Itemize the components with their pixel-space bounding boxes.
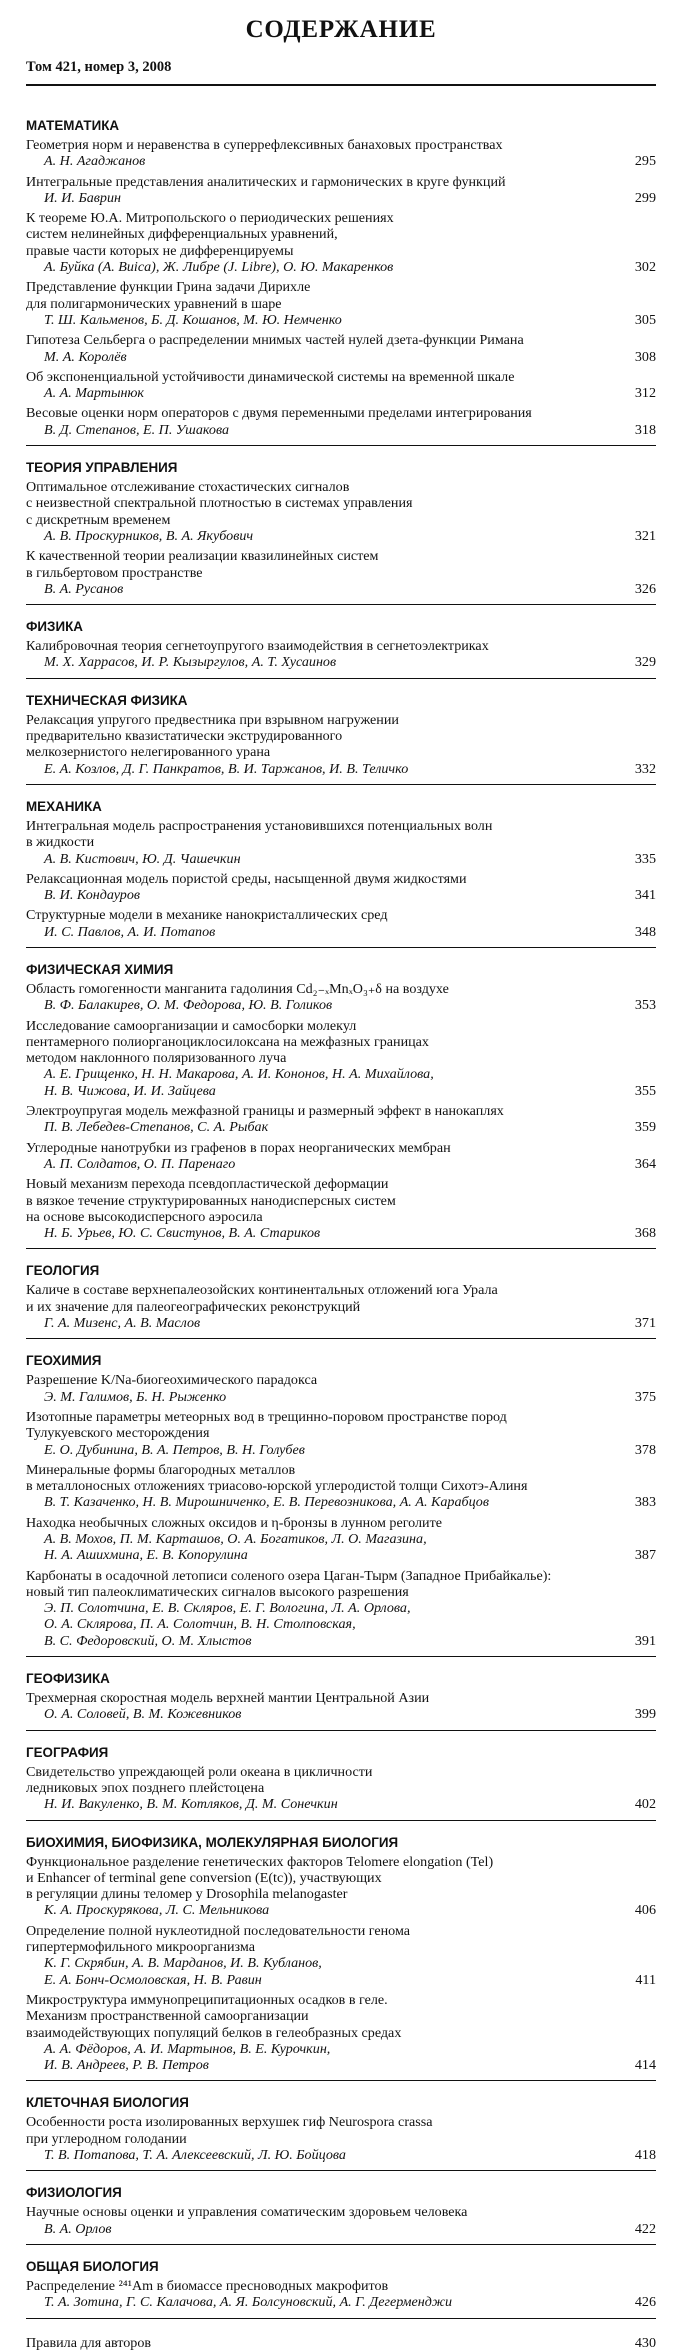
article-authors: М. А. Королёв [44, 348, 127, 365]
article-authors: Т. А. Зотина, Г. С. Калачова, А. Я. Болсуновский, А. Г. Дегерменджи [44, 2294, 453, 2311]
page-number: 335 [634, 850, 656, 867]
page-number: 426 [634, 2294, 656, 2311]
article-title: Определение полной нуклеотидной последовательности генома гипертермофильного микроорганизма [26, 1922, 411, 1956]
page-number: 411 [635, 1971, 656, 1988]
article-title: Об экспоненциальной устойчивости динамической системы на временной шкале [26, 368, 515, 385]
article-authors: Т. В. Потапова, Т. А. Алексеевский, Л. Ю. Бойцова [44, 2147, 346, 2164]
page-number: 299 [634, 189, 656, 206]
toc-entry[interactable] [26, 405, 656, 438]
section-title: ФИЗИЧЕСКАЯ ХИМИЯ [26, 961, 174, 977]
article-title: Релаксация упругого предвестника при взрывном нагружении предварительно квазистатически экструдированного мелкозернистого нелегированного урана [26, 711, 399, 761]
article-authors: А. Н. Агаджанов [44, 153, 146, 170]
section-title: ГЕОХИМИЯ [26, 1353, 102, 1369]
page-number: 402 [634, 1796, 656, 1813]
toc-entry[interactable] [26, 1515, 656, 1564]
section-title: ГЕОЛОГИЯ [26, 1263, 100, 1279]
article-title: Структурные модели в механике нанокристаллических сред [26, 907, 388, 924]
page-number: 378 [634, 1441, 656, 1458]
section [26, 1670, 656, 1731]
section [26, 1744, 656, 1821]
article-authors: А. В. Проскурников, В. А. Якубович [44, 527, 254, 544]
article-authors: А. П. Солдатов, О. П. Паренаго [44, 1155, 236, 1172]
toc-entry[interactable] [26, 1462, 656, 1511]
article-authors: Т. Ш. Кальменов, Б. Д. Кошанов, М. Ю. Немченко [44, 311, 342, 328]
toc-entry[interactable] [26, 369, 656, 402]
contents-list [26, 117, 656, 2319]
page-number: 295 [634, 153, 656, 170]
toc-entry[interactable] [26, 1282, 656, 1331]
article-authors: А. Буйка (A. Buica), Ж. Либре (J. Libre), О. Ю. Макаренков [44, 259, 394, 276]
article-title: Особенности роста изолированных верхушек гиф Neurospora crassa при углеродном голодании [26, 2114, 433, 2147]
article-title: Научные основы оценки и управления соматическим здоровьем человека [26, 2204, 468, 2221]
article-authors: Г. А. Мизенс, А. В. Маслов [44, 1315, 201, 1332]
page-number: 418 [634, 2147, 656, 2164]
toc-entry[interactable] [26, 332, 656, 365]
section [26, 1834, 656, 2082]
article-title: Интегральная модель распространения установившихся потенциальных волн в жидкости [26, 817, 493, 851]
toc-entry[interactable] [26, 1176, 656, 1241]
article-title: Релаксационная модель пористой среды, насыщенной двумя жидкостями [26, 870, 467, 887]
page-number: 399 [634, 1706, 656, 1723]
article-title: Исследование самоорганизации и самосборки молекул пентамерного полиорганоциклосилоксана на межфазных границах методом наклонного поляризованного луча [26, 1017, 429, 1067]
page-number: 348 [634, 923, 656, 940]
section [26, 2258, 656, 2319]
page-number: 341 [634, 887, 656, 904]
article-title: Углеродные нанотрубки из графенов в порах неорганических мембран [26, 1139, 451, 1156]
section-title: МАТЕМАТИКА [26, 118, 120, 133]
authors-rules-entry[interactable] [26, 2335, 656, 2351]
article-title: Находка необычных сложных оксидов и η-бронзы в лунном реголите [26, 1514, 443, 1531]
page-number: 302 [634, 259, 656, 276]
section-title: ФИЗИОЛОГИЯ [26, 2185, 122, 2201]
page-number: 321 [634, 527, 656, 544]
section [26, 2184, 656, 2245]
section [26, 1352, 656, 1657]
article-authors: А. А. Фёдоров, А. И. Мартынов, В. Е. Курочкин, И. В. Андреев, Р. В. Петров [44, 2040, 331, 2074]
toc-entry[interactable] [26, 1764, 656, 1813]
article-title: Каличе в составе верхнепалеозойских континентальных отложений юга Урала и их значение для палеогеографических реконструкций [26, 1282, 498, 1315]
article-title: Электроупругая модель межфазной границы и размерный эффект в нанокаплях [26, 1103, 504, 1120]
article-title: Микроструктура иммунопреципитационных осадков в геле. Механизм пространственной самоорганизации взаимодействующих популяций белков в гелеобразных средах [26, 1991, 402, 2041]
section-title: ТЕОРИЯ УПРАВЛЕНИЯ [26, 460, 178, 476]
toc-entry[interactable] [26, 871, 656, 904]
toc-entry[interactable] [26, 1854, 656, 1919]
page-number: 312 [634, 385, 656, 402]
toc-entry[interactable] [26, 1923, 656, 1988]
article-authors: В. А. Русанов [44, 580, 124, 597]
toc-entry[interactable] [26, 1568, 656, 1649]
page-number: 329 [634, 654, 656, 671]
article-authors: В. Ф. Балакирев, О. М. Федорова, Ю. В. Голиков [44, 997, 333, 1014]
article-authors: К. А. Проскурякова, Л. С. Мельникова [44, 1902, 270, 1919]
page-number: 355 [634, 1082, 656, 1099]
article-title: Интегральные представления аналитических и гармонических в круге функций [26, 173, 506, 190]
article-authors: О. А. Соловей, В. М. Кожевников [44, 1706, 242, 1723]
article-authors: Е. О. Дубинина, В. А. Петров, В. Н. Голубев [44, 1441, 305, 1458]
section [26, 117, 656, 446]
section-title: МЕХАНИКА [26, 798, 102, 814]
page-number: 326 [634, 580, 656, 597]
section [26, 2094, 656, 2171]
article-title: Разрешение K/Na-биогеохимического парадокса [26, 1372, 318, 1389]
page-number: 422 [634, 2220, 656, 2237]
toc-entry[interactable] [26, 137, 656, 170]
toc-entry[interactable] [26, 479, 656, 544]
page-number: 375 [634, 1388, 656, 1405]
article-title: Минеральные формы благородных металлов в металлоносных отложениях триасово-юрской углеродистой толщи Сихотэ-Алиня [26, 1461, 528, 1495]
article-title: Гипотеза Сельберга о распределении мнимых частей нулей дзета-функции Римана [26, 332, 524, 349]
article-title: Оптимальное отслеживание стохастических сигналов с неизвестной спектральной плотностью в системах управления с дискретным временем [26, 479, 413, 528]
toc-entry[interactable] [26, 2278, 656, 2311]
toc-entry[interactable] [26, 1690, 656, 1723]
page-number: 406 [634, 1902, 656, 1919]
toc-entry[interactable] [26, 1409, 656, 1458]
article-authors: А. А. Мартынюк [44, 385, 145, 402]
article-title: Карбонаты в осадочной летописи соленого озера Цаган-Тырм (Западное Прибайкалье): новый тип палеоклиматических сигналов высокого разрешения [26, 1567, 552, 1600]
page-number: 383 [634, 1494, 656, 1511]
page-number: 332 [634, 760, 656, 777]
section [26, 798, 656, 948]
toc-entry[interactable] [26, 174, 656, 207]
toc-entry[interactable] [26, 210, 656, 275]
article-title: Новый механизм перехода псевдопластической деформации в вязкое течение структурированных нанодисперсных систем на основе высокодисперсного аэросила [26, 1176, 396, 1225]
article-title: Весовые оценки норм операторов с двумя переменными пределами интегрирования [26, 405, 532, 422]
article-title: Функциональное разделение генетических факторов Telomere elongation (Tel) и Enhancer of terminal gene conversion (E(tc)), участвующих в регуляции длины теломер у Drosophila melanogaster [26, 1853, 494, 1903]
toc-entry[interactable] [26, 712, 656, 777]
article-authors: В. Т. Казаченко, Н. В. Мирошниченко, Е. В. Перевозникова, А. А. Карабцов [44, 1494, 489, 1511]
article-authors: В. А. Орлов [44, 2220, 112, 2237]
article-title: К теореме Ю.А. Митропольского о периодических решениях систем нелинейных дифференциальных уравнений, правые части которых не дифференцируемы [26, 210, 394, 259]
page-number: 391 [634, 1632, 656, 1649]
article-title: Распределение ²⁴¹Am в биомассе пресноводных макрофитов [26, 2277, 389, 2294]
page-title: СОДЕРЖАНИЕ [245, 16, 437, 43]
article-authors: Н. И. Вакуленко, В. М. Котляков, Д. М. Сонечкин [44, 1796, 338, 1813]
article-title: Изотопные параметры метеорных вод в трещинно-поровом пространстве пород Тулукуевского месторождения [26, 1408, 507, 1442]
article-authors: П. В. Лебедев-Степанов, С. А. Рыбак [44, 1119, 269, 1136]
section [26, 692, 656, 785]
page-number: 368 [634, 1225, 656, 1242]
article-title: Свидетельство упреждающей роли океана в цикличности ледниковых эпох позднего плейстоцена [26, 1763, 373, 1796]
section [26, 618, 656, 679]
toc-entry[interactable] [26, 818, 656, 867]
section-title: ГЕОФИЗИКА [26, 1671, 110, 1687]
article-title: Трехмерная скоростная модель верхней мантии Центральной Азии [26, 1690, 430, 1707]
article-authors: А. Е. Грищенко, Н. Н. Макарова, А. И. Кононов, Н. А. Михайлова, Н. В. Чижова, И. И. Зайцева [44, 1066, 434, 1099]
article-authors: А. В. Мохов, П. М. Карташов, О. А. Богатиков, Л. О. Магазина, Н. А. Ашихмина, Е. В. Копорулина [44, 1531, 427, 1564]
toc-entry[interactable] [26, 907, 656, 940]
page-number: 414 [634, 2057, 656, 2074]
article-authors: М. Х. Харрасов, И. Р. Кызыргулов, А. Т. Хусаинов [44, 654, 337, 671]
section-title: ОБЩАЯ БИОЛОГИЯ [26, 2258, 159, 2274]
article-authors: Э. М. Галимов, Б. Н. Рыженко [44, 1388, 227, 1405]
page-number: 387 [634, 1547, 656, 1564]
page-number: 353 [634, 997, 656, 1014]
toc-entry[interactable] [26, 1140, 656, 1173]
article-title: Представление функции Грина задачи Дирихле для полигармонических уравнений в шаре [26, 279, 311, 312]
authors-rules-page: 430 [634, 2334, 656, 2351]
section-title: БИОХИМИЯ, БИОФИЗИКА, МОЛЕКУЛЯРНАЯ БИОЛОГИЯ [26, 1834, 399, 1850]
article-authors: И. С. Павлов, А. И. Потапов [44, 923, 216, 940]
toc-entry[interactable] [26, 1018, 656, 1099]
toc-entry[interactable] [26, 1992, 656, 2073]
article-authors: К. Г. Скрябин, А. В. Марданов, И. В. Кубланов, Е. А. Бонч-Осмоловская, Н. В. Равин [44, 1955, 322, 1988]
toc-entry[interactable] [26, 548, 656, 597]
article-authors: В. Д. Степанов, Е. П. Ушакова [44, 421, 230, 438]
toc-entry[interactable] [26, 981, 656, 1014]
toc-entry[interactable] [26, 1372, 656, 1405]
section-title: ТЕХНИЧЕСКАЯ ФИЗИКА [26, 692, 188, 708]
section-title: ГЕОГРАФИЯ [26, 1744, 109, 1760]
authors-rules-label: Правила для авторов [26, 2334, 152, 2351]
section [26, 1262, 656, 1339]
section [26, 459, 656, 605]
toc-entry[interactable] [26, 2114, 656, 2163]
article-authors: А. В. Кистович, Ю. Д. Чашечкин [44, 850, 241, 867]
page-number: 308 [634, 348, 656, 365]
article-authors: В. И. Кондауров [44, 887, 141, 904]
page-number: 305 [634, 311, 656, 328]
article-authors: Н. Б. Урьев, Ю. С. Свистунов, В. А. Стариков [44, 1225, 321, 1242]
article-title: Геометрия норм и неравенства в суперрефлексивных банаховых пространствах [26, 137, 503, 153]
page-number: 318 [634, 421, 656, 438]
issue-info: Том 421, номер 3, 2008 [26, 58, 656, 86]
page-number: 359 [634, 1119, 656, 1136]
toc-entry[interactable] [26, 1103, 656, 1136]
article-authors: Е. А. Козлов, Д. Г. Панкратов, В. И. Таржанов, И. В. Теличко [44, 760, 409, 777]
section [26, 961, 656, 1249]
article-title: Калибровочная теория сегнетоупругого взаимодействия в сегнетоэлектриках [26, 638, 489, 655]
toc-entry[interactable] [26, 638, 656, 671]
section-title: КЛЕТОЧНАЯ БИОЛОГИЯ [26, 2095, 189, 2111]
page-number: 371 [634, 1315, 656, 1332]
toc-entry[interactable] [26, 279, 656, 328]
page-number: 364 [634, 1155, 656, 1172]
article-title: К качественной теории реализации квазилинейных систем в гильбертовом пространстве [26, 548, 379, 581]
article-authors: Э. П. Солотчина, Е. В. Скляров, Е. Г. Вологина, Л. А. Орлова, О. А. Склярова, П. А. Солотчин, В. Н. Столповская, В. С. Федоровский, О. М. Хлыстов [44, 1600, 411, 1649]
section-title: ФИЗИКА [26, 619, 83, 635]
article-title: Область гомогенности манганита гадолиния Cd₂₋ₓMnₓO₃₊δ на воздухе [26, 980, 449, 997]
toc-entry[interactable] [26, 2204, 656, 2237]
article-authors: И. И. Баврин [44, 189, 122, 206]
